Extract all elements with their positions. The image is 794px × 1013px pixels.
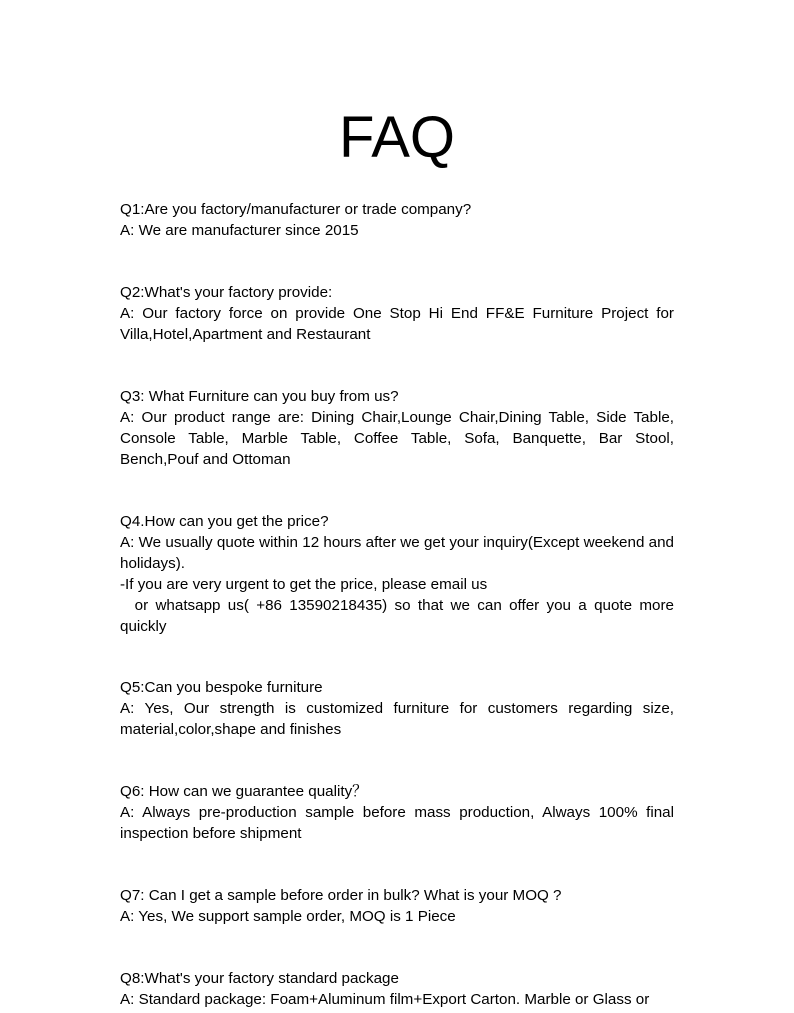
faq-item-3 (120, 387, 674, 471)
faq-question: Q4.How can you get the price? (120, 513, 329, 530)
faq-answer: A: Always pre-production sample before mass production, Always 100% final inspection before shipment (120, 803, 674, 842)
page-title: FAQ (338, 105, 456, 170)
faq-answer: A: Yes, Our strength is customized furniture for customers regarding size, material,color,shape and finishes (120, 699, 674, 738)
faq-question: Q5:Can you bespoke furniture (120, 679, 323, 696)
faq-answer-line: or whatsapp us( +86 13590218435) so that we can offer you a quote more quickly (120, 596, 679, 635)
faq-answer: A: Standard package: Foam+Aluminum film+Export Carton. Marble or Glass or (120, 990, 650, 1008)
faq-question: Q7: Can I get a sample before order in bulk? What is your MOQ ? (120, 887, 562, 904)
faq-item-6 (120, 782, 674, 845)
faq-item-7 (120, 886, 674, 928)
faq-question: Q6: How can we guarantee quality？ (120, 783, 368, 800)
faq-answer: A: Our factory force on provide One Stop Hi End FF&E Furniture Project for Villa,Hotel,Apartment and Restaurant (120, 304, 674, 343)
faq-item-2 (120, 283, 674, 346)
faq-answer: A: We are manufacturer since 2015 (120, 221, 359, 239)
faq-question: Q1:Are you factory/manufacturer or trade company? (120, 201, 472, 218)
faq-item-8 (120, 969, 674, 1011)
faq-answer: A: Our product range are: Dining Chair,Lounge Chair,Dining Table, Side Table, Console Table, Marble Table, Coffee Table, Sofa, Banquette, Bar Stool, Bench,Pouf and Ottoman (120, 408, 674, 468)
faq-question: Q8:What's your factory standard package (120, 970, 399, 987)
faq-item-1 (120, 200, 674, 242)
faq-item-4 (120, 512, 679, 637)
faq-answer-line: -If you are very urgent to get the price, please email us (120, 575, 488, 593)
faq-question: Q2:What's your factory provide: (120, 284, 333, 301)
faq-answer: A: We usually quote within 12 hours after we get your inquiry(Except weekend and holidays). (120, 533, 674, 572)
faq-question: Q3: What Furniture can you buy from us? (120, 388, 399, 405)
faq-answer: A: Yes, We support sample order, MOQ is 1 Piece (120, 907, 456, 925)
faq-item-5 (120, 678, 674, 741)
